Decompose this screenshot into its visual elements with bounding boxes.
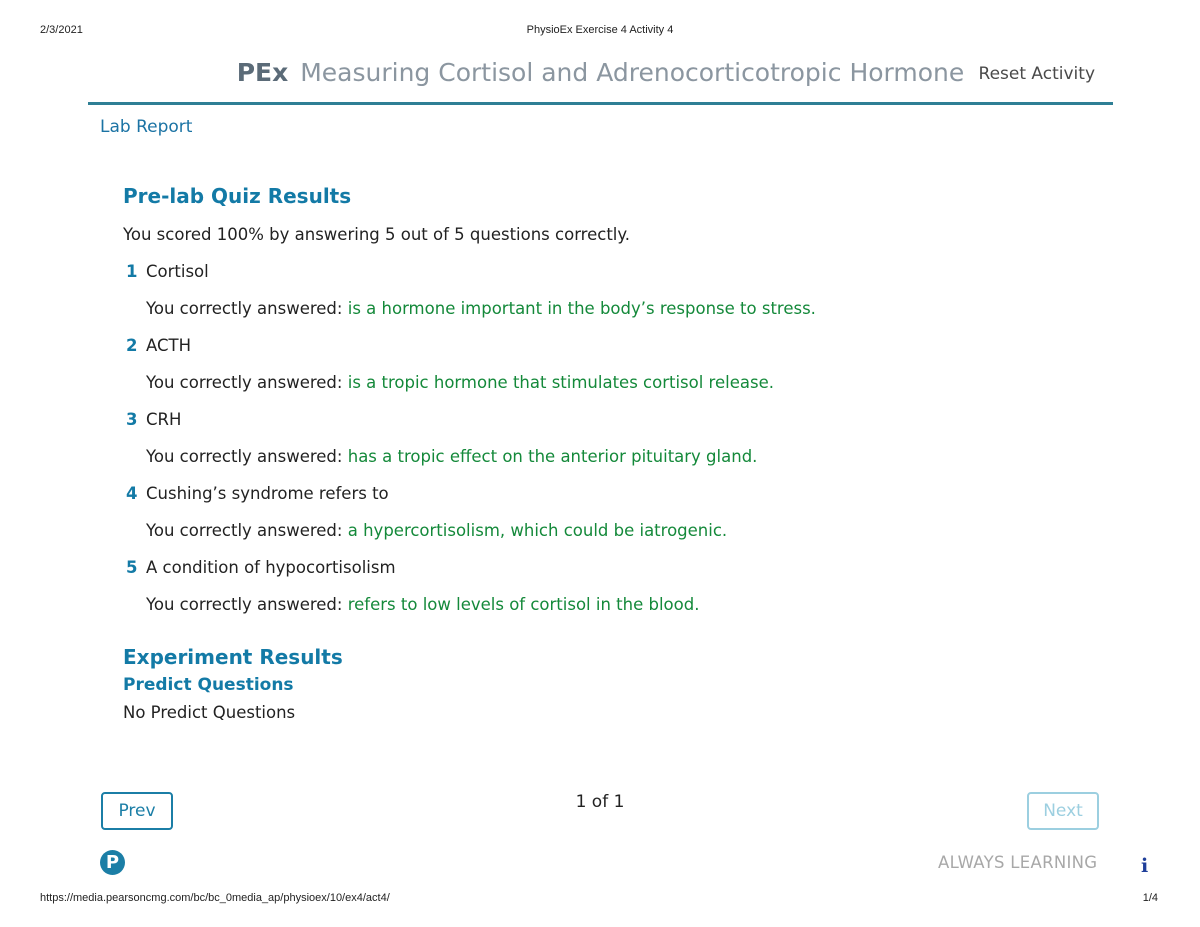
question-number: 3 bbox=[126, 410, 138, 429]
quiz-question bbox=[123, 484, 1103, 540]
tagline: ALWAYS LEARNING bbox=[938, 853, 1098, 872]
answer-line bbox=[146, 447, 1103, 466]
question-text: A condition of hypocortisolism bbox=[146, 558, 396, 577]
question-number: 5 bbox=[126, 558, 138, 577]
question-text: Cortisol bbox=[146, 262, 209, 281]
print-footer bbox=[0, 892, 1200, 906]
question-text: CRH bbox=[146, 410, 182, 429]
page-indicator: 1 of 1 bbox=[575, 792, 625, 812]
print-header bbox=[0, 24, 1200, 38]
predict-heading: Predict Questions bbox=[123, 675, 294, 695]
print-date: 2/3/2021 bbox=[40, 24, 83, 36]
question-number: 2 bbox=[126, 336, 138, 355]
answer-line bbox=[146, 373, 1103, 392]
predict-text: No Predict Questions bbox=[123, 703, 296, 722]
quiz-question bbox=[123, 262, 1103, 318]
answer-prefix: You correctly answered: bbox=[146, 447, 343, 466]
app-abbr: PEx bbox=[236, 58, 289, 87]
answer-prefix: You correctly answered: bbox=[146, 299, 343, 318]
correct-answer: refers to low levels of cortisol in the blood. bbox=[347, 595, 700, 614]
print-doc-title: PhysioEx Exercise 4 Activity 4 bbox=[526, 24, 674, 36]
correct-answer: a hypercortisolism, which could be iatrogenic. bbox=[347, 521, 728, 540]
question-number: 4 bbox=[126, 484, 138, 503]
answer-prefix: You correctly answered: bbox=[146, 373, 343, 392]
question-text: Cushing’s syndrome refers to bbox=[146, 484, 389, 503]
prelab-heading: Pre-lab Quiz Results bbox=[123, 184, 352, 208]
experiment-heading: Experiment Results bbox=[123, 645, 343, 669]
score-summary: You scored 100% by answering 5 out of 5 questions correctly. bbox=[123, 225, 631, 244]
correct-answer: is a tropic hormone that stimulates cortisol release. bbox=[347, 373, 774, 392]
prev-button[interactable]: Prev bbox=[101, 792, 173, 830]
correct-answer: is a hormone important in the body’s response to stress. bbox=[347, 299, 816, 318]
pager bbox=[0, 792, 1200, 832]
report-content[interactable] bbox=[123, 184, 1103, 788]
reset-activity-button[interactable]: Reset Activity bbox=[978, 64, 1095, 84]
print-url: https://media.pearsoncmg.com/bc/bc_0media_ap/physioex/10/ex4/act4/ bbox=[40, 892, 390, 904]
question-text: ACTH bbox=[146, 336, 192, 355]
app-header bbox=[88, 58, 1113, 106]
correct-answer: has a tropic effect on the anterior pituitary gland. bbox=[347, 447, 758, 466]
answer-prefix: You correctly answered: bbox=[146, 521, 343, 540]
question-number: 1 bbox=[126, 262, 138, 281]
quiz-question bbox=[123, 558, 1103, 614]
quiz-question bbox=[123, 336, 1103, 392]
quiz-question bbox=[123, 410, 1103, 466]
answer-line bbox=[146, 299, 1103, 318]
info-icon[interactable]: i bbox=[1141, 855, 1149, 877]
pearson-logo-icon: P bbox=[100, 850, 125, 875]
activity-title: Measuring Cortisol and Adrenocorticotropic Hormone bbox=[300, 58, 965, 87]
print-page-number: 1/4 bbox=[1142, 892, 1158, 904]
breadcrumb: Lab Report bbox=[100, 117, 193, 137]
answer-line bbox=[146, 521, 1103, 540]
header-divider bbox=[88, 102, 1113, 105]
answer-line bbox=[146, 595, 1103, 614]
answer-prefix: You correctly answered: bbox=[146, 595, 343, 614]
next-button[interactable]: Next bbox=[1027, 792, 1099, 830]
question-list bbox=[123, 262, 1103, 614]
page-title bbox=[88, 58, 1113, 87]
